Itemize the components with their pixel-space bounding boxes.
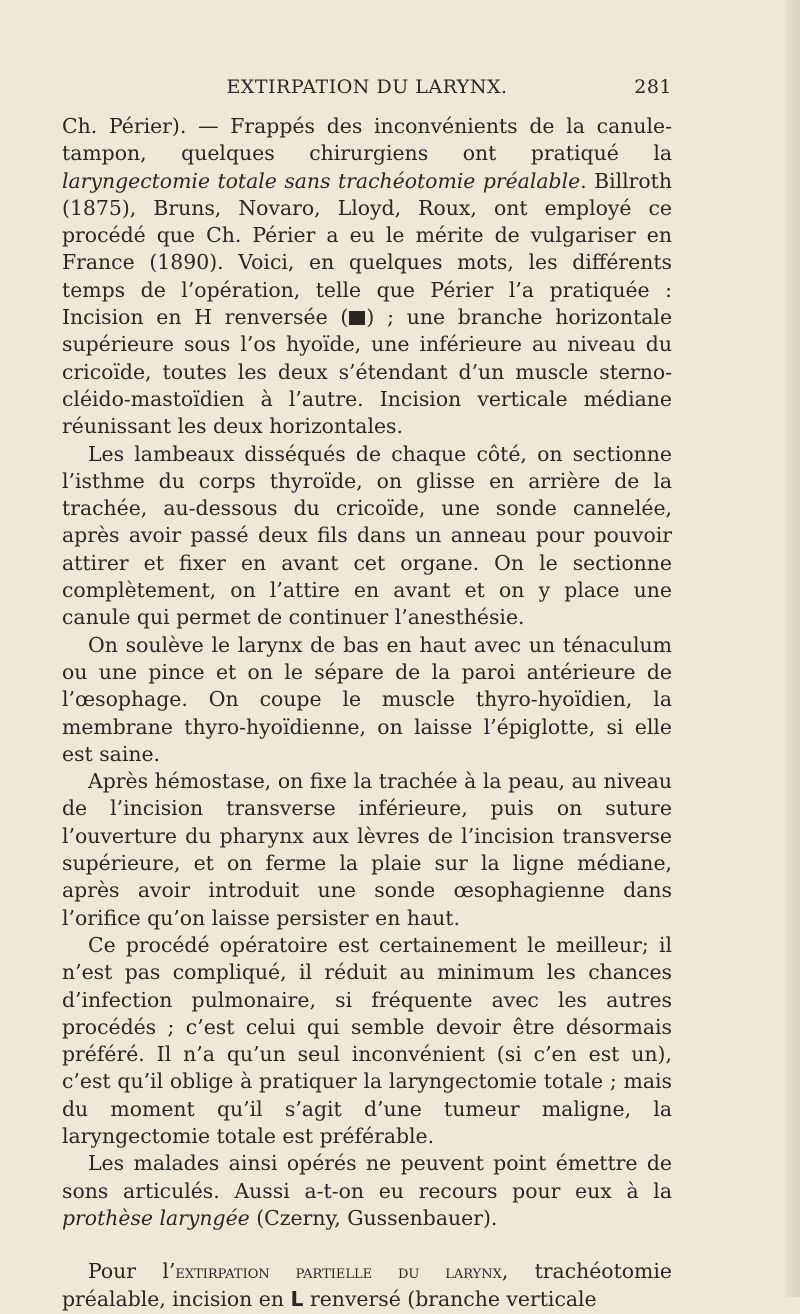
paragraph-4: Après hémostase, on fixe la trachée à la peau, au niveau de l’incision transverse inférieure, puis on suture l’ouverture du pharynx aux lèvres de l’incision transverse supérieure, et on ferme la plaie sur la ligne médiane, après avoir introduit une sonde œsophagienne dans l’orifice qu’on laisse persister en haut. <box>62 769 672 930</box>
paragraph-6: Les malades ainsi opérés ne peuvent point émettre de sons articulés. Aussi a-t-on eu recours pour eux à la prothèse laryngée (Czerny, Gussenbauer). <box>62 1151 672 1230</box>
paragraph-1: Ch. Périer). — Frappés des inconvénients de la canule-tampon, quelques chirurgiens ont pratiqué la laryngectomie totale sans trachéotomie préalable. Billroth (1875), Bruns, Novaro, Lloyd, Roux, ont employé ce procédé que Ch. Périer a eu le mérite de vulgariser en France (1890). Voici, en quelques mots, les différents temps de l’opération, telle que Périer l’a pratiquée : Incision en H renversée ( ) ; une branche horizontale supérieure sous l’os hyoïde, une inférieure au niveau du cricoïde, toutes les deux s’étendant d’un muscle sterno-cléido-mastoïdien à l’autre. Incision verticale médiane réunissant les deux horizontales. <box>62 114 673 439</box>
paragraph-2: Les lambeaux disséqués de chaque côté, on sectionne l’isthme du corps thyroïde, on glisse en arrière de la trachée, au-dessous du cricoïde, une sonde cannelée, après avoir passé deux fils dans un anneau pour pouvoir attirer et fixer en avant cet organe. On le sectionne complètement, on l’attire en avant et on y place une canule qui permet de continuer l’anesthésie. <box>62 441 672 630</box>
paragraph-5: Ce procédé opératoire est certainement le meilleur; il n’est pas compliqué, il réduit au minimum les chances d’infection pulmonaire, si fréquente avec les autres procédés ; c’est celui qui semble devoir être désormais préféré. Il n’a qu’un seul inconvénient (si c’en est un), c’est qu’il oblige à pratiquer la laryngectomie totale ; mais du moment qu’il s’agit d’une tumeur maligne, la laryngectomie totale est préférable. <box>62 932 672 1148</box>
italic-term: laryngectomie totale sans trachéotomie préalable <box>62 168 581 193</box>
incision-h-symbol-icon <box>349 311 365 325</box>
page-edge <box>786 0 800 1297</box>
paragraph-7: Pour l’extirpation partielle du larynx, trachéotomie préalable, incision en L renversé (branche verticale <box>62 1259 672 1312</box>
small-caps-term: extirpation partielle du larynx <box>175 1261 502 1284</box>
running-header <box>62 76 672 106</box>
paragraph-3: On soulève le larynx de bas en haut avec un ténaculum ou une pince et on le sépare de la paroi antérieure de l’œsophage. On coupe le muscle thyro-hyoïdien, la membrane thyro-hyoïdienne, on laisse l’épiglotte, si elle est saine. <box>62 632 672 766</box>
page-body <box>62 113 672 1314</box>
incision-l-symbol: L <box>290 1287 304 1312</box>
italic-term: prothèse laryngée <box>62 1205 250 1230</box>
page-number: 281 <box>634 76 672 98</box>
running-title: EXTIRPATION DU LARYNX. <box>226 76 508 98</box>
paragraph-gap <box>62 1232 672 1258</box>
